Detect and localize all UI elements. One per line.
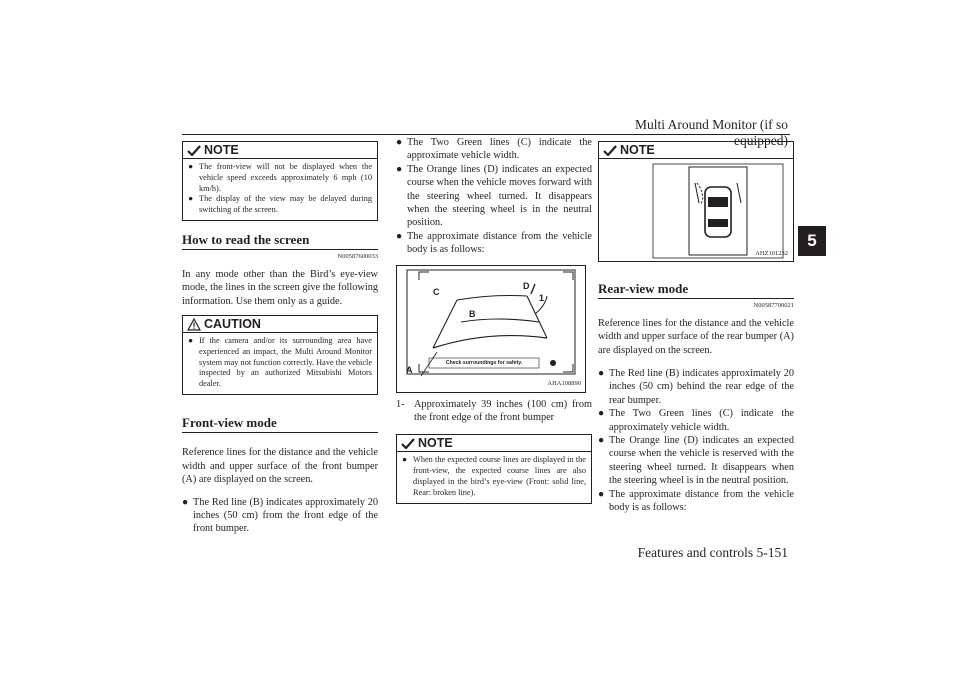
- section-code: N00587600033: [337, 253, 378, 261]
- list-item: ● The Orange line (D) indicates an expected course when the vehicle is reserved with the steering wheel turned. It disappears when the steering wheel is in the neutral position.: [598, 435, 794, 487]
- list-item: ● The approximate distance from the vehicle body is as follows:: [598, 488, 794, 514]
- note-hand-icon: [187, 144, 201, 156]
- caution-box: [182, 315, 378, 395]
- note-hand-icon: [401, 437, 415, 449]
- list-item: ● The Orange lines (D) indicates an expected course when the vehicle moves forward with the steering wheel turned. It disappears when the steering wheel is in the neutral position.: [396, 163, 592, 229]
- note-body: [397, 452, 591, 502]
- column-3: [598, 141, 794, 515]
- section-heading-how-to-read: How to read the screen: [182, 231, 310, 247]
- list-item: ● The Two Green lines (C) indicate the approximately vehicle width.: [598, 408, 794, 433]
- caution-body: [183, 333, 377, 394]
- caution-title: CAUTION: [183, 316, 377, 333]
- column-1: [182, 141, 378, 536]
- paragraph: In any mode other than the Bird’s eye-view mode, the lines in the screen give the following information. Use them only as a guide.: [182, 268, 378, 307]
- list-item: ● The display of the view may be delayed during switching of the screen.: [188, 194, 372, 215]
- note-box-3: [598, 141, 794, 262]
- list-item: ● If the camera and/or its surrounding area have experienced an impact, the Multi Around Monitor system may not function correctly. Have the vehicle inspected by an authorized Mitsubishi Motors dealer.: [188, 336, 372, 389]
- callout-b: B: [469, 308, 476, 319]
- page-footer: Features and controls 5-151: [637, 545, 788, 560]
- callout-a: A: [406, 364, 413, 375]
- running-header: Multi Around Monitor (if so equipped): [634, 117, 788, 148]
- section-heading-front-view: Front-view mode: [182, 415, 277, 430]
- header-rule: [182, 134, 790, 135]
- note-title: NOTE: [397, 435, 591, 452]
- list-item: ● The Two Green lines (C) indicate the approximate vehicle width.: [396, 137, 592, 162]
- note-box-2: [396, 434, 592, 503]
- note-title: NOTE: [183, 142, 377, 159]
- figure-code: AHA108890: [547, 380, 581, 388]
- figure-legend: 1- Approximately 39 inches (100 cm) from the front edge of the front bumper: [396, 398, 592, 424]
- list-item: ● The Red line (B) indicates approximately 20 inches (50 cm) from the front edge of the front bumper.: [182, 496, 378, 535]
- callout-d: D: [523, 280, 530, 291]
- section-code: N00587700021: [753, 302, 794, 310]
- rear-view-illustration: [651, 163, 785, 259]
- list-item: ● The approximate distance from the vehicle body is as follows:: [396, 230, 592, 256]
- chapter-tab: 5: [798, 226, 826, 256]
- callout-c: C: [433, 286, 440, 297]
- paragraph: Reference lines for the distance and the vehicle width and upper surface of the front bumper (A) are displayed on the screen.: [182, 447, 378, 486]
- warning-triangle-icon: [187, 318, 201, 331]
- note-hand-icon: [603, 144, 617, 156]
- section-heading-rear-view: Rear-view mode: [598, 281, 689, 296]
- list-item: ● The front-view will not be displayed when the vehicle speed exceeds approximately 6 mph (10 km/h).: [188, 162, 372, 193]
- front-view-illustration: [397, 266, 585, 392]
- paragraph: Reference lines for the distance and the vehicle width and upper surface of the rear bumper (A) are displayed on the screen.: [598, 317, 794, 356]
- note-box-1: [182, 141, 378, 221]
- list-item: ● When the expected course lines are displayed in the front-view, the expected course lines are also displayed in the bird’s eye-view (Front: solid line, Rear: broken line).: [402, 455, 586, 497]
- front-view-figure: [396, 265, 586, 393]
- note-figure: [599, 159, 793, 261]
- figure-code: AHZ101232: [755, 250, 788, 258]
- note-title: NOTE: [599, 142, 793, 159]
- screen-banner: Check surroundings for safety.: [445, 359, 523, 366]
- callout-1: 1: [539, 292, 545, 303]
- list-item: ● The Red line (B) indicates approximately 20 inches (50 cm) behind the rear edge of the rear bumper.: [598, 368, 794, 406]
- heading-rule: [182, 432, 378, 433]
- column-2: [396, 136, 592, 504]
- note-body: [183, 159, 377, 220]
